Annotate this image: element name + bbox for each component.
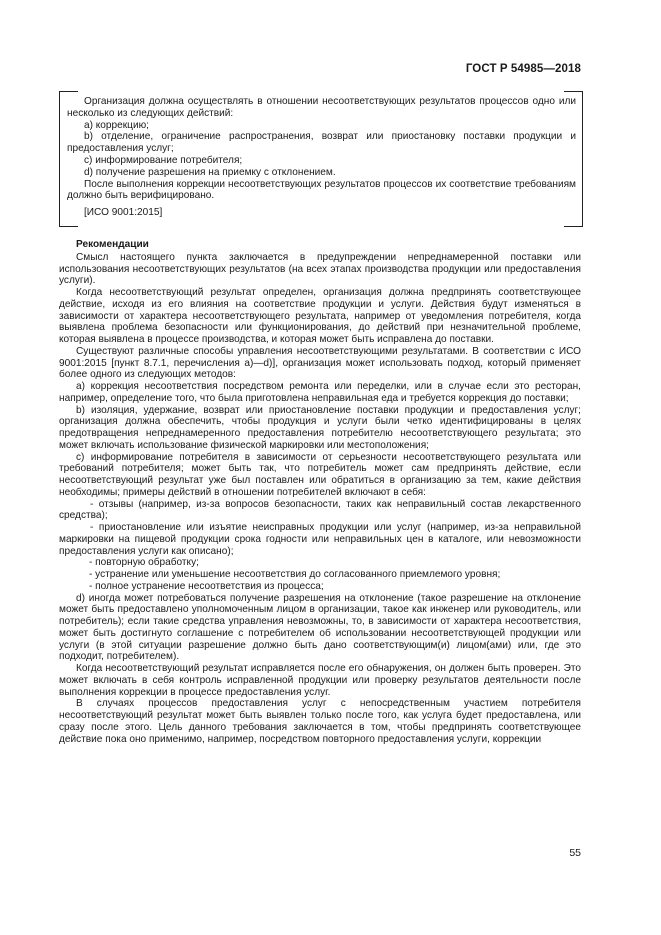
page-number: 55: [569, 847, 581, 859]
paragraph: Смысл настоящего пункта заключается в предупреждении непреднамеренной поставки или использования несоответствующих результатов (на всех этапах производства продукции или предоставления услуги).: [59, 251, 581, 287]
paragraph: Существуют различные способы управления несоответствующими результатами. В соответствии с ИСО 9001:2015 [пункт 8.7.1, перечисления a)—d)], организация может использовать подход, который применяет более одного из следующих методов:: [59, 345, 581, 381]
standard-quote-box: [59, 91, 583, 227]
recommendations-section: [59, 239, 581, 745]
list-item: d) иногда может потребоваться получение разрешения на отклонение (такое разрешение на отклонение может быть предоставлено уполномоченным лицом в организации, такое как инженер или руководитель, или потребитель); если такие средства управления невозможны, то, в зависимости от характера несоответствия, может быть достигнуто соглашение с потребителем об использовании несоответствующей продукции или услуги (в этой ситуации разрешение должно быть дано соответствующим(и) лицом(ами) или, где это подходит, потребителем).: [59, 592, 581, 663]
paragraph: Когда несоответствующий результат определен, организация должна предпринять соответствующее действие, исходя из его влияния на соответствие продукции и услуги. Действия будут изменяться в зависимости от характера несоответствующего результата, например от уведомления потребителя, когда выявлена проблема безопасности или функционирования, до действий при незначительной проблеме, которая выявлена в процессе производства, и которая может быть исправлена до поставки.: [59, 287, 581, 345]
sub-list-item: - устранение или уменьшение несоответствия до согласованного приемлемого уровня;: [89, 569, 501, 580]
list-item: b) изоляция, удержание, возврат или приостановление поставки продукции и предоставления услуг; организация должна обеспечить, чтобы продукция и услуги были четко идентифицированы в целях предотвращения непреднамеренного предоставления потребителю несоответствующего результата; это может включать использование физической маркировки или местоположения;: [59, 404, 581, 451]
section-heading: Рекомендации: [76, 239, 149, 250]
list-item: a) коррекция несоответствия посредством ремонта или переделки, или в случае если это ресторан, например, определение того, что была приготовлена неправильная еда и требуется коррекция до поставки;: [59, 381, 581, 404]
quote-source: [ИСО 9001:2015]: [84, 207, 163, 219]
sub-list-item: - повторную обработку;: [89, 557, 199, 569]
list-item: c) информирование потребителя в зависимости от серьезности несоответствующего результата или требований потребителя; может быть так, что потребитель может сам предпринять действие, если несоответствующий результат уже был поставлен или обратиться в организацию за тем, какие действия необходимы; примеры действий в отношении потребителей включают в себя:: [59, 451, 581, 498]
box-corner: [564, 226, 582, 227]
paragraph: Когда несоответствующий результат исправляется после его обнаружения, он должен быть проверен. Это может включать в себя контроль исправленной продукции или проверку результатов деятельности после выполнения коррекции в процессе предоставления услуг.: [59, 663, 581, 698]
quote-item: a) коррекцию;: [84, 119, 149, 131]
quote-item: d) получение разрешения на приемку с отклонением.: [84, 166, 336, 178]
paragraph: В случаях процессов предоставления услуг с непосредственным участием потребителя несоответствующий результат может быть выявлен только после того, как услуга будет предоставлена, или сразу после этого. Цель данного требования заключается в том, чтобы предпринять соответствующее действие пока оно применимо, например, посредством повторного предоставления услуги, коррекции: [59, 698, 581, 745]
sub-list-item: - приостановление или изъятие неисправных продукции или услуг (например, из-за неправильной маркировки на пищевой продукции срока годности или неправильных цен в каталоге, или невозможности предоставления услуги как описано);: [59, 522, 581, 557]
box-corner: [564, 91, 582, 92]
quote-item: c) информирование потребителя;: [84, 154, 243, 166]
quote-intro: Организация должна осуществлять в отношении несоответствующих результатов процессов одно или несколько из следующих действий:: [67, 96, 576, 119]
document-code: ГОСТ Р 54985—2018: [465, 63, 581, 75]
quote-after: После выполнения коррекции несоответствующих результатов процессов их соответствие требованиям должно быть верифицировано.: [67, 178, 576, 202]
quote-text: [67, 96, 576, 219]
sub-list-item: - полное устранение несоответствия из процесса;: [89, 580, 324, 592]
quote-item: b) отделение, ограничение распространения, возврат или приостановку поставки продукции и предоставления услуг;: [67, 131, 576, 155]
sub-list-item: - отзывы (например, из-за вопросов безопасности, таких как неправильный состав лекарственного средства);: [59, 498, 581, 522]
